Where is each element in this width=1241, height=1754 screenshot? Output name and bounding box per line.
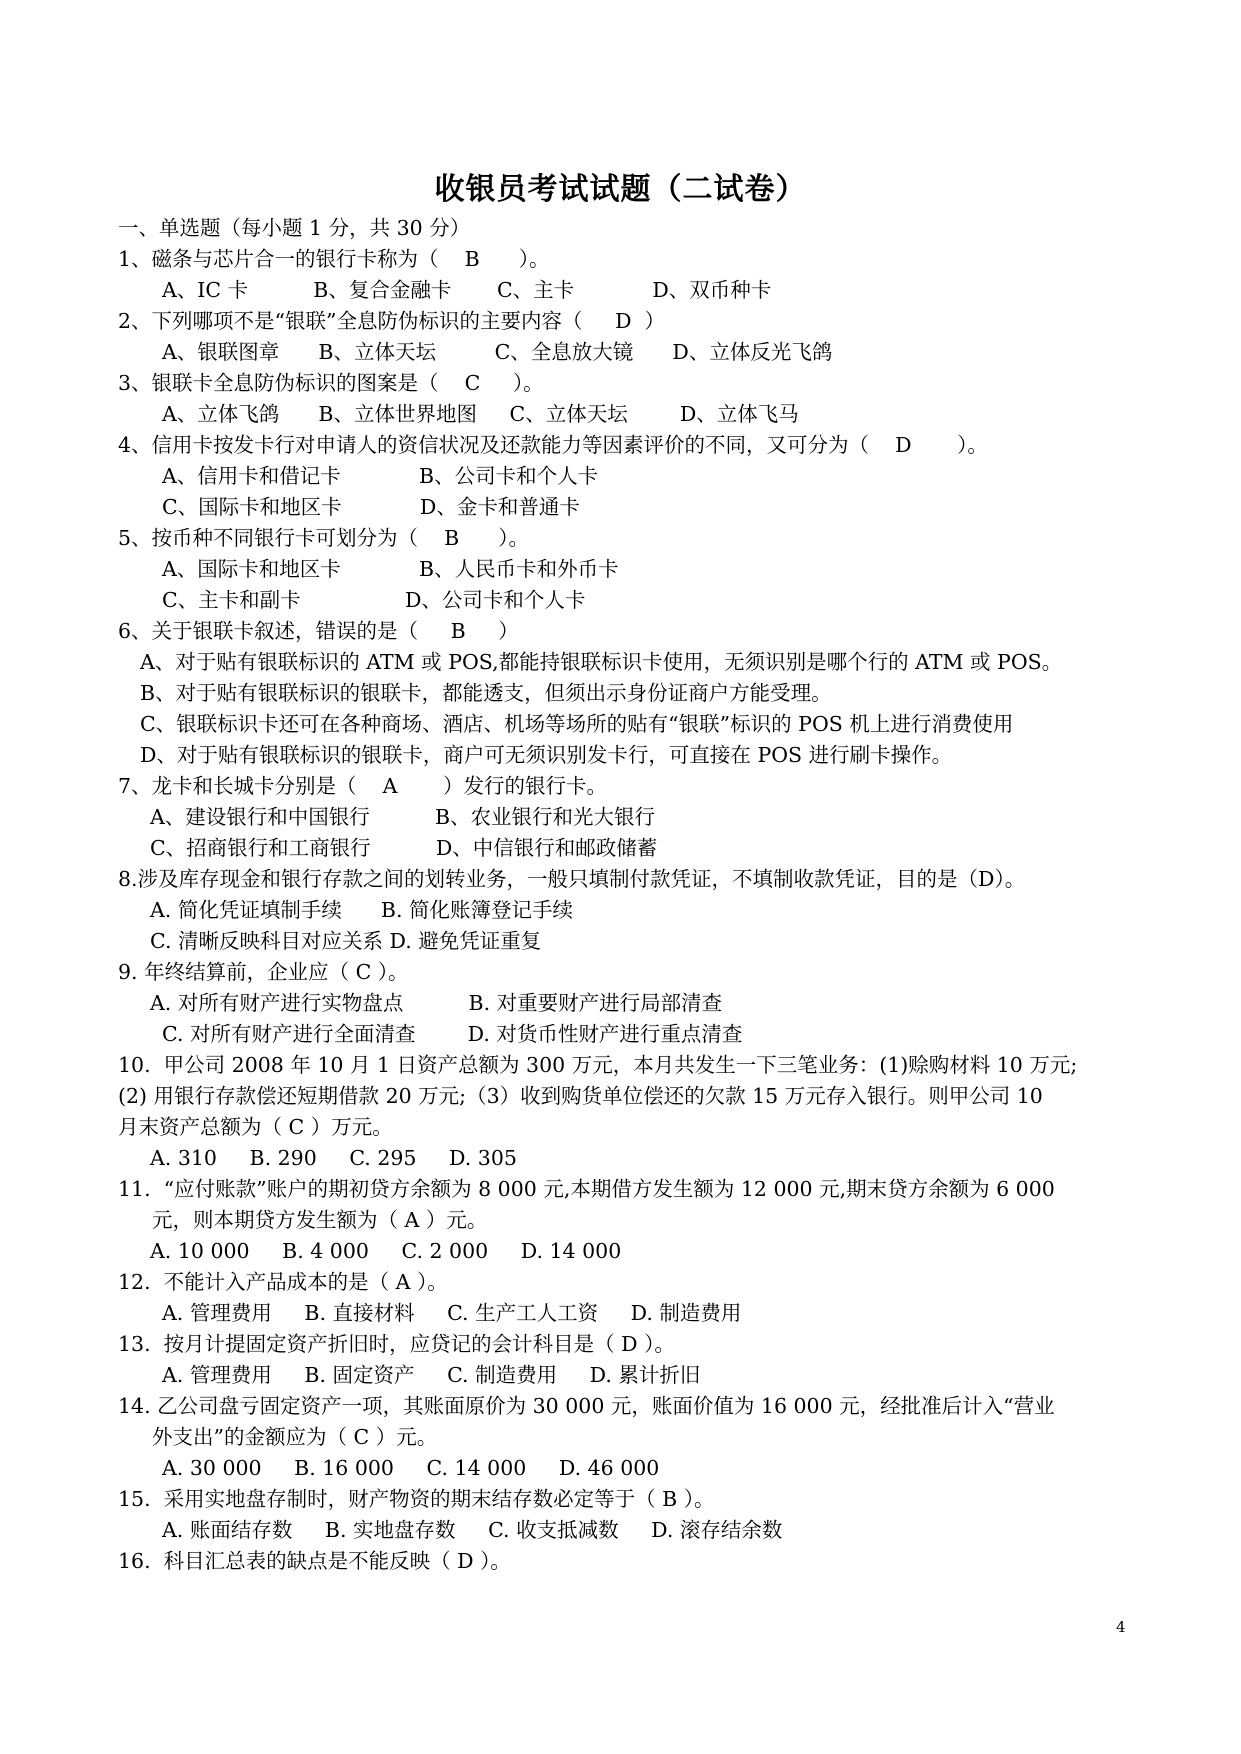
question-14-line-1: 14. 乙公司盘亏固定资产一项，其账面原价为 30 000 元，账面价值为 16 000 元，经批准后计入“营业 [118, 1394, 1055, 1418]
question-6: 6、关于银联卡叙述，错误的是（ B ） [118, 619, 519, 643]
question-1: 1、磁条与芯片合一的银行卡称为（ B ）。 [118, 247, 550, 271]
question-15-options: A. 账面结存数 B. 实地盘存数 C. 收支抵减数 D. 滚存结余数 [162, 1518, 783, 1542]
question-13: 13. 按月计提固定资产折旧时，应贷记的会计科目是（ D ）。 [118, 1332, 675, 1356]
question-6-option-a: A、对于贴有银联标识的 ATM 或 POS,都能持银联标识卡使用，无须识别是哪个行的 ATM 或 POS。 [140, 650, 1063, 674]
question-1-options: A、IC 卡 B、复合金融卡 C、主卡 D、双币种卡 [162, 278, 772, 302]
question-8-options-ab: A. 简化凭证填制手续 B. 简化账簿登记手续 [150, 898, 574, 922]
question-9: 9. 年终结算前，企业应（ C ）。 [118, 960, 409, 984]
question-12-options: A. 管理费用 B. 直接材料 C. 生产工人工资 D. 制造费用 [162, 1301, 742, 1325]
question-5: 5、按币种不同银行卡可划分为（ B ）。 [118, 526, 530, 550]
question-10-line-2: (2) 用银行存款偿还短期借款 20 万元;（3）收到购货单位偿还的欠款 15 万元存入银行。则甲公司 10 [118, 1084, 1043, 1108]
question-9-options-ab: A. 对所有财产进行实物盘点 B. 对重要财产进行局部清查 [150, 991, 723, 1015]
question-11-line-2: 元，则本期贷方发生额为（ A ）元。 [152, 1208, 488, 1232]
question-8-options-cd: C. 清晰反映科目对应关系 D. 避免凭证重复 [150, 929, 542, 953]
question-6-option-d: D、对于贴有银联标识的银联卡，商户可无须识别发卡行，可直接在 POS 进行刷卡操作。 [140, 743, 953, 767]
question-7-options-ab: A、建设银行和中国银行 B、农业银行和光大银行 [150, 805, 656, 829]
question-14-options: A. 30 000 B. 16 000 C. 14 000 D. 46 000 [162, 1456, 660, 1480]
question-6-option-c: C、银联标识卡还可在各种商场、酒店、机场等场所的贴有“银联”标识的 POS 机上进行消费使用 [140, 712, 1014, 736]
question-3-options: A、立体飞鸽 B、立体世界地图 C、立体天坛 D、立体飞马 [162, 402, 799, 426]
question-12: 12. 不能计入产品成本的是（ A ）。 [118, 1270, 448, 1294]
question-14-line-2: 外支出”的金额应为（ C ）元。 [152, 1425, 438, 1449]
question-7-options-cd: C、招商银行和工商银行 D、中信银行和邮政储蓄 [150, 836, 658, 860]
question-5-options-ab: A、国际卡和地区卡 B、人民币卡和外币卡 [162, 557, 619, 581]
question-8: 8.涉及库存现金和银行存款之间的划转业务，一般只填制付款凭证，不填制收款凭证，目的是（D）。 [118, 867, 1026, 891]
question-7: 7、龙卡和长城卡分别是（ A ）发行的银行卡。 [118, 774, 608, 798]
section-heading: 一、单选题（每小题 1 分，共 30 分） [118, 216, 471, 240]
page-title: 收银员考试试题（二试卷） [434, 172, 807, 207]
question-5-options-cd: C、主卡和副卡 D、公司卡和个人卡 [162, 588, 586, 612]
question-11-options: A. 10 000 B. 4 000 C. 2 000 D. 14 000 [150, 1239, 622, 1263]
question-15: 15. 采用实地盘存制时，财产物资的期末结存数必定等于（ B ）。 [118, 1487, 715, 1511]
question-4: 4、信用卡按发卡行对申请人的资信状况及还款能力等因素评价的不同，又可分为（ D ）。 [118, 433, 988, 457]
question-13-options: A. 管理费用 B. 固定资产 C. 制造费用 D. 累计折旧 [162, 1363, 701, 1387]
question-4-options-cd: C、国际卡和地区卡 D、金卡和普通卡 [162, 495, 580, 519]
question-10-options: A. 310 B. 290 C. 295 D. 305 [150, 1146, 517, 1170]
question-11-line-1: 11. “应付账款”账户的期初贷方余额为 8 000 元,本期借方发生额为 12 000 元,期末贷方余额为 6 000 [118, 1177, 1055, 1201]
question-4-options-ab: A、信用卡和借记卡 B、公司卡和个人卡 [162, 464, 599, 488]
question-3: 3、银联卡全息防伪标识的图案是（ C ）。 [118, 371, 544, 395]
question-9-options-cd: C. 对所有财产进行全面清查 D. 对货币性财产进行重点清查 [162, 1022, 743, 1046]
question-2-options: A、银联图章 B、立体天坛 C、全息放大镜 D、立体反光飞鸽 [162, 340, 833, 364]
page-number: 4 [1116, 1618, 1126, 1636]
question-6-option-b: B、对于贴有银联标识的银联卡，都能透支，但须出示身份证商户方能受理。 [140, 681, 832, 705]
question-10-line-1: 10. 甲公司 2008 年 10 月 1 日资产总额为 300 万元，本月共发生一下三笔业务：(1)赊购材料 10 万元; [118, 1053, 1078, 1077]
question-2: 2、下列哪项不是“银联”全息防伪标识的主要内容（ D ） [118, 309, 666, 333]
question-10-line-3: 月末资产总额为（ C ）万元。 [118, 1115, 393, 1139]
question-16: 16. 科目汇总表的缺点是不能反映（ D ）。 [118, 1549, 511, 1573]
